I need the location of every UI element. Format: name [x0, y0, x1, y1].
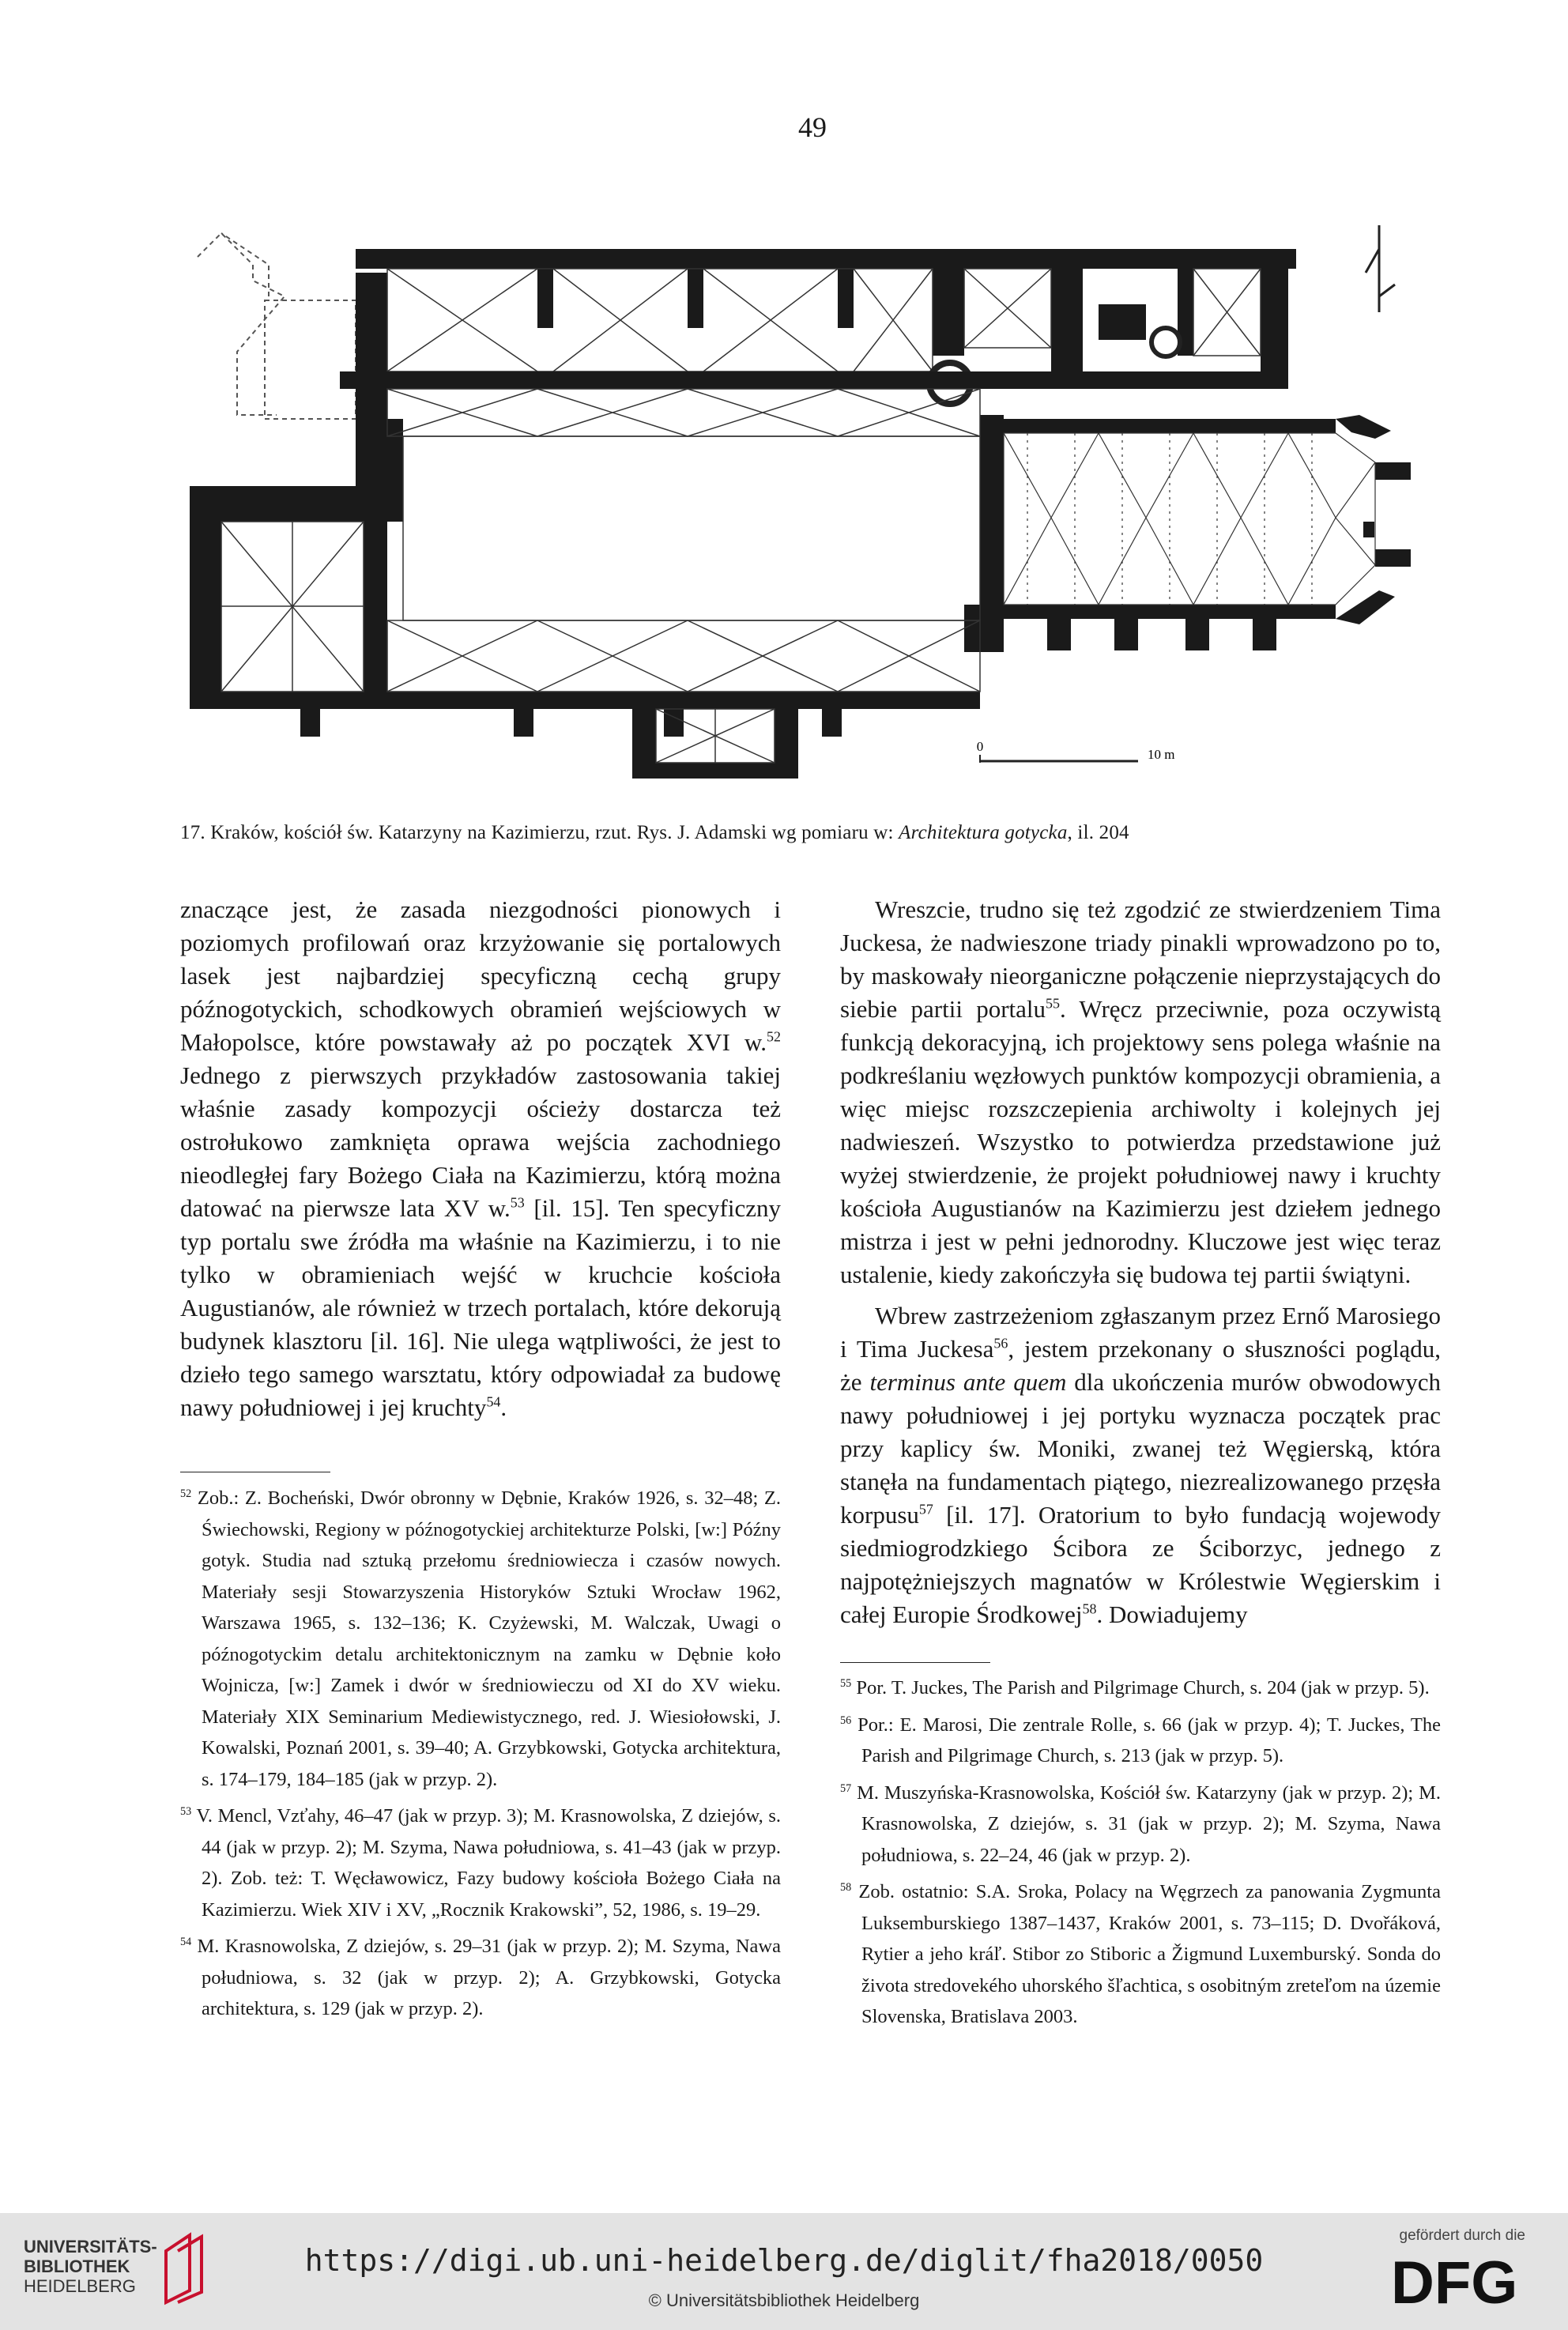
footnote-text: Por.: E. Marosi, Die zentrale Rolle, s. 66 (jak w przyp. 4); T. Juckes, The Parish and Pilgrimage Church, s. 213 (jak w przyp. 5).	[851, 1714, 1441, 1766]
caption-text: 17. Kraków, kościół św. Katarzyny na Kazimierzu, rzut. Rys. J. Adamski wg pomiaru w:	[180, 822, 899, 843]
text-segment: , jestem przekonany o słuszności poglądu, że	[840, 1335, 1441, 1396]
footnote-ref: 54	[486, 1393, 501, 1410]
scale-zero-label: 0	[976, 739, 984, 754]
footnote-number: 54	[180, 1935, 192, 1948]
floor-plan-illustration	[190, 225, 1423, 779]
footnote-ref: 58	[1082, 1600, 1097, 1617]
footnote-number: 55	[840, 1676, 852, 1690]
page-number: 49	[798, 111, 827, 143]
right-paragraph-1	[840, 893, 1441, 1291]
italic-term: terminus ante quem	[869, 1368, 1067, 1396]
footnote-text: M. Krasnowolska, Z dziejów, s. 29–31 (jak w przyp. 2); M. Szyma, Nawa południowa, s. 32 (jak w przyp. 2); A. Grzybkowski, Gotycka architektura, s. 129 (jak w przyp. 2).	[191, 1936, 781, 2019]
right-paragraph-2	[840, 1299, 1441, 1631]
text-segment: dla ukończenia murów obwodowych nawy południowej i jej portyku wyznacza początek prac przy kaplicy św. Moniki, zwanej też Węgierską, która stanęła na fundamentach piątego, niezrealizowanego przęsła korpusu	[840, 1368, 1441, 1529]
footnote-ref: 56	[993, 1335, 1008, 1352]
footnote-ref: 55	[1046, 995, 1060, 1012]
footnote-53	[180, 1800, 781, 1925]
footnote-text: Zob. ostatnio: S.A. Sroka, Polacy na Węgrzech za panowania Zygmunta Luksemburskiego 1387–1437, Kraków 2001, s. 73–115; D. Dvořáková, Rytier a jeho kráľ. Stibor zo Stiboric a Žigmund Luxemburský. Sonda do života stredovekého uhorského šľachtica, s osobitným zreteľom na územie Slovenska, Bratislava 2003.	[851, 1881, 1441, 2027]
text-segment: .	[500, 1393, 507, 1421]
footnote-number: 57	[840, 1781, 852, 1795]
footnote-ref: 52	[767, 1028, 781, 1045]
text-segment: . Wręcz przeciwnie, poza oczywistą funkcją dekoracyjną, ich projektowy sens polega właśnie na podkreślaniu węzłowych punktów kompozycji obramienia, a więc miejsc rozszczepienia archiwolty i kolejnych jej nadwieszeń. Wszystko to potwierdza przedstawione już wyżej stwierdzenie, że projekt południowej nawy i kruchty kościoła Augustianów na Kazimierzu jest dziełem jednego mistrza i jest w pełni jednorodny. Kluczowe jest więc teraz ustalenie, kiedy zakończyła się budowa tej partii świątyni.	[840, 995, 1441, 1288]
footnote-52	[180, 1483, 781, 1795]
text-segment: . Dowiadujemy	[1096, 1600, 1248, 1628]
caption-italic: Architektura gotycka	[899, 822, 1068, 843]
caption-suffix: , il. 204	[1067, 822, 1129, 843]
left-column	[180, 893, 781, 1424]
library-name-line: UNIVERSITÄTS-	[24, 2237, 157, 2256]
north-arrow-icon	[1366, 225, 1395, 312]
copyright-notice: © Universitätsbibliothek Heidelberg	[648, 2290, 920, 2310]
footnote-text: Zob.: Z. Bocheński, Dwór obronny w Dębnie, Kraków 1926, s. 32–48; Z. Świechowski, Regiony w późnogotyckiej architekturze Polski, [w:] Późny gotyk. Studia nad sztuką przełomu średniowiecza i czasów nowych. Materiały sesji Stowarzyszenia Historyków Sztuki Wrocław 1962, Warszawa 1965, s. 132–136; K. Czyżewski, M. Walczak, Uwagi o późnogotyckim detalu architektonicznym na zamku w Dębnie koło Wojnicza, [w:] Zamek i dwór w średniowieczu od XI do XV wieku. Materiały XIX Seminarium Mediewistycznego, red. J. Wiesiołowski, J. Kowalski, Poznań 2001, s. 39–40; A. Grzybkowski, Gotycka architektura, s. 174–179, 184–185 (jak w przyp. 2).	[191, 1487, 781, 1790]
footnote-57	[840, 1778, 1441, 1872]
footnote-ref: 57	[918, 1501, 933, 1518]
text-segment: Wbrew zastrzeżeniom zgłaszanym przez Ernő Marosiego i Tima Juckesa	[840, 1302, 1441, 1363]
figure-caption	[180, 822, 1413, 844]
footer-bar	[0, 2213, 1568, 2330]
footnote-54	[180, 1931, 781, 2025]
text-segment: [il. 15]. Ten specyficzny typ portalu swe źródła ma właśnie na Kazimierzu, i to nie tylko w obramieniach wejść w kruchcie kościoła Augustianów, ale również w trzech portalach, które dekorują budynek klasztoru [il. 16]. Nie ulega wątpliwości, że jest to dzieło tego samego warsztatu, który odpowiadał za budowę nawy południowej i jej kruchty	[180, 1194, 781, 1421]
right-column	[840, 893, 1441, 1631]
footnote-number: 58	[840, 1880, 852, 1894]
dfg-funding-label: gefördert durch die	[1399, 2227, 1525, 2244]
footnote-text: Por. T. Juckes, The Parish and Pilgrimage Church, s. 204 (jak w przyp. 5).	[851, 1677, 1430, 1698]
footnote-text: V. Mencl, Vzťahy, 46–47 (jak w przyp. 3); M. Krasnowolska, Z dziejów, s. 44 (jak w przyp. 2); M. Szyma, Nawa południowa, s. 41–43 (jak w przyp. 2). Zob. też: T. Węcławowicz, Fazy budowy kościoła Bożego Ciała na Kazimierzu. Wiek XIV i XV, „Rocznik Krakowski”, 52, 1986, s. 19–29.	[191, 1805, 781, 1921]
footnote-56	[840, 1710, 1441, 1772]
footnote-number: 56	[840, 1714, 852, 1727]
footnote-number: 52	[180, 1487, 192, 1500]
left-paragraph	[180, 893, 781, 1424]
library-name-line: BIBLIOTHEK	[24, 2256, 130, 2276]
text-segment: [il. 17]. Oratorium to było fundacją wojewody siedmiogrodzkiego Ścibora ze Ściborzyc, jednego z najpotężniejszych magnatów w Królestwie Węgierskim i całej Europie Środkowej	[840, 1501, 1441, 1628]
footnotes-right	[840, 1672, 1441, 2038]
document-url-link[interactable]: https://digi.ub.uni-heidelberg.de/diglit/fha2018/0050	[304, 2243, 1264, 2278]
text-segment: Wreszcie, trudno się też zgodzić ze stwierdzeniem Tima Juckesa, że nadwieszone triady pinakli wprowadzono po to, by maskowały nieorganiczne połączenie nieprzystających do siebie partii portalu	[840, 895, 1441, 1023]
scale-bar	[977, 739, 1175, 763]
scale-end-label: 10 m	[1148, 747, 1175, 762]
text-segment: znaczące jest, że zasada niezgodności pionowych i poziomych profilowań oraz krzyżowanie się portalowych lasek jest najbardziej specyficzną cechą grupy późnogotyckich, schodkowych obramień wejściowych w Małopolsce, które powstawały aż po początek XVI w.	[180, 895, 781, 1056]
footnote-58	[840, 1876, 1441, 2033]
footnote-ref: 53	[510, 1194, 525, 1211]
dfg-logo[interactable]	[1391, 2249, 1525, 2313]
footnote-55	[840, 1672, 1441, 1704]
dfg-logo-text: DFG	[1391, 2249, 1518, 2313]
footnote-divider	[840, 1662, 990, 1663]
footnote-number: 53	[180, 1804, 192, 1818]
library-name-line: HEIDELBERG	[24, 2276, 136, 2296]
footnotes-left	[180, 1483, 781, 2030]
text-segment: Jednego z pierwszych przykładów zastosowania takiej właśnie zasady kompozycji ościeży dostarcza też ostrołukowo zamknięta oprawa wejścia zachodniego nieodległej fary Bożego Ciała na Kazimierzu, którą można datować na pierwsze lata XV w.	[180, 1061, 781, 1222]
footnote-text: M. Muszyńska-Krasnowolska, Kościół św. Katarzyny (jak w przyp. 2); M. Krasnowolska, Z dziejów, s. 31 (jak w przyp. 2); M. Szyma, Nawa południowa, s. 22–24, 46 (jak w przyp. 2).	[851, 1781, 1441, 1866]
